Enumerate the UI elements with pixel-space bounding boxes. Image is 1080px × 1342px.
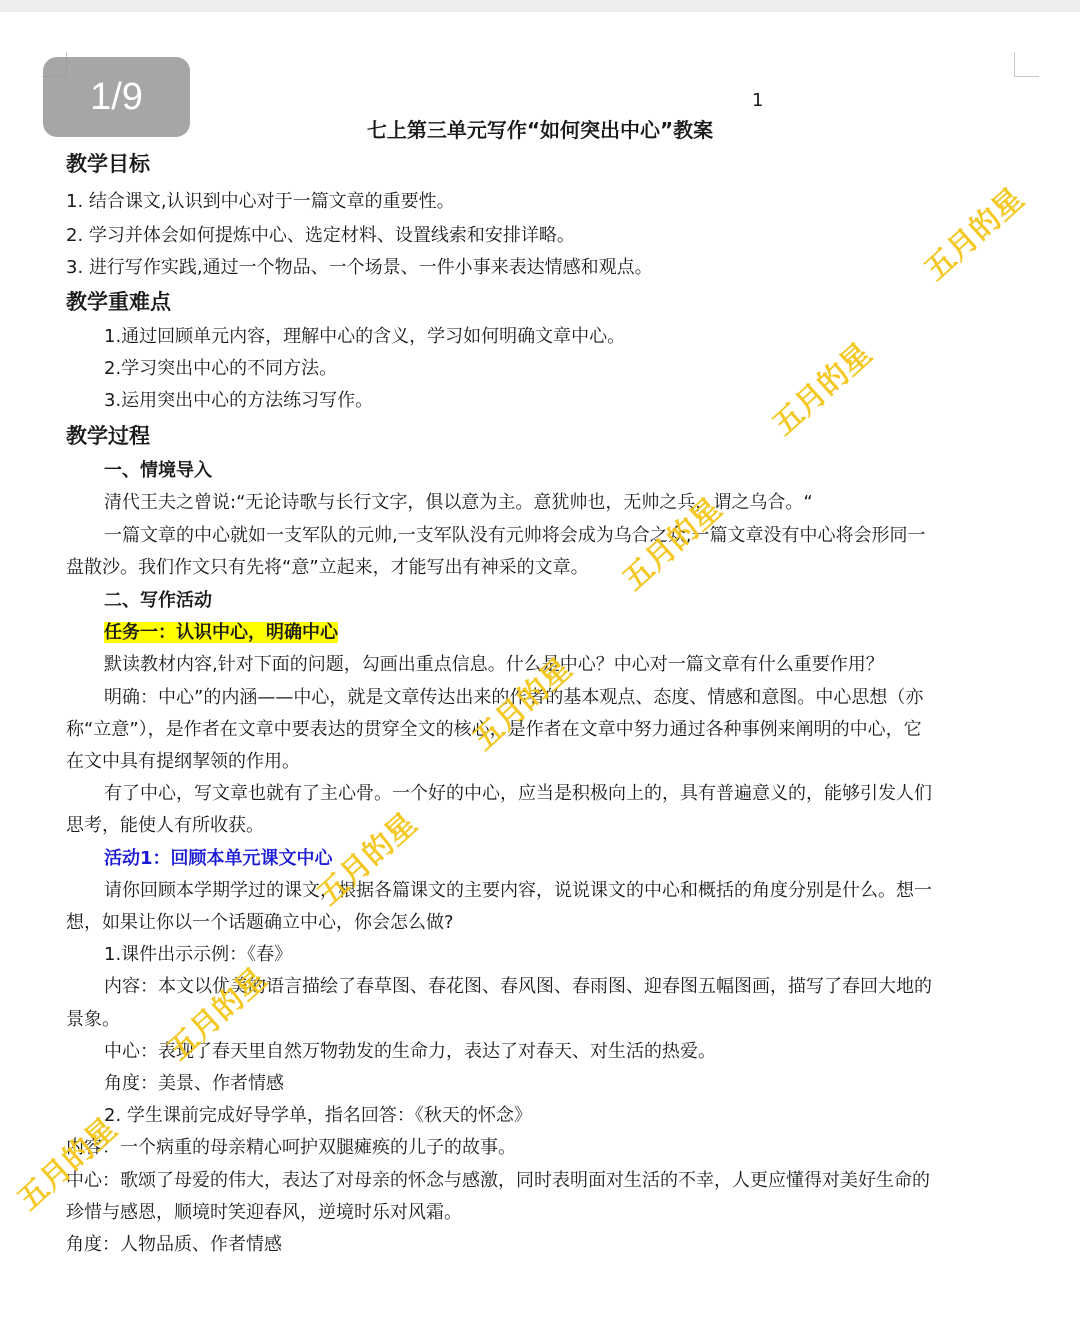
paragraph-line: 明确：中心”的内涵——中心，就是文章传达出来的作者的基本观点、态度、情感和意图。中心思想（亦: [104, 687, 924, 708]
watermark: 五月的星: [11, 1111, 124, 1218]
example-title: 1.课件出示示例：《春》: [104, 944, 293, 965]
paragraph-line: 清代王夫之曾说:“无论诗歌与长行文字，俱以意为主。意犹帅也，无帅之兵，谓之乌合。“: [104, 492, 813, 513]
goal-item: 1. 结合课文,认识到中心对于一篇文章的重要性。: [66, 191, 455, 212]
paragraph-line: 想，如果让你以一个话题确立中心，你会怎么做?: [66, 912, 454, 933]
paragraph-line: 珍惜与感恩，顺境时笑迎春风，逆境时乐对风霜。: [66, 1202, 462, 1223]
page-indicator-badge[interactable]: 1/9: [43, 57, 190, 137]
paragraph-line: 思考，能使人有所收获。: [66, 815, 264, 836]
paragraph-line: 角度：美景、作者情感: [104, 1073, 284, 1094]
page-number: 1: [752, 90, 764, 111]
watermark: 五月的星: [918, 181, 1031, 288]
section-title: 二、写作活动: [104, 590, 212, 611]
section-title: 一、情境导入: [104, 460, 212, 481]
example-title: 2. 学生课前完成好导学单，指名回答：《秋天的怀念》: [104, 1105, 532, 1126]
document-title: 七上第三单元写作“如何突出中心”教案: [366, 118, 714, 142]
paragraph-line: 中心：歌颂了母爱的伟大，表达了对母亲的怀念与感激，同时表明面对生活的不幸，人更应懂得对美好生命的: [66, 1170, 930, 1191]
watermark: 五月的星: [311, 806, 424, 913]
paragraph-line: 请你回顾本学期学过的课文，根据各篇课文的主要内容，说说课文的中心和概括的角度分别是什么。想一: [104, 880, 932, 901]
goal-item: 3. 进行写作实践,通过一个物品、一个场景、一件小事来表达情感和观点。: [66, 257, 653, 278]
heading-goals: 教学目标: [66, 152, 150, 176]
watermark: 五月的星: [161, 961, 274, 1068]
watermark: 五月的星: [766, 336, 879, 443]
paragraph-line: 景象。: [66, 1009, 120, 1030]
activity-heading: 活动1：回顾本单元课文中心: [104, 848, 333, 869]
viewer-top-bar: [0, 0, 1080, 12]
paragraph-line: 一篇文章的中心就如一支军队的元帅,一支军队没有元帅将会成为乌合之众,一篇文章没有中心将会形同一: [104, 525, 926, 546]
paragraph-line: 称“立意”），是作者在文章中要表达的贯穿全文的核心，是作者在文章中努力通过各种事例来阐明的中心，它: [66, 719, 922, 740]
task-heading-highlight: 任务一：认识中心，明确中心: [104, 622, 338, 643]
paragraph-line: 内容：一个病重的母亲精心呵护双腿瘫痪的儿子的故事。: [66, 1137, 516, 1158]
goal-item: 2. 学习并体会如何提炼中心、选定材料、设置线索和安排详略。: [66, 225, 575, 246]
paragraph-line: 中心：表现了春天里自然万物勃发的生命力，表达了对春天、对生活的热爱。: [104, 1041, 716, 1062]
heading-key-points: 教学重难点: [66, 290, 171, 314]
paragraph-line: 盘散沙。我们作文只有先将“意”立起来，才能写出有神采的文章。: [66, 557, 589, 578]
watermark: 五月的星: [616, 491, 729, 598]
page-corner-mark-right: [1014, 52, 1039, 77]
key-point-item: 2.学习突出中心的不同方法。: [104, 358, 338, 379]
paragraph-line: 默读教材内容,针对下面的问题，勾画出重点信息。什么是中心？中心对一篇文章有什么重要作用？: [104, 654, 884, 675]
paragraph-line: 内容：本文以优美的语言描绘了春草图、春花图、春风图、春雨图、迎春图五幅图画，描写了春回大地的: [104, 976, 932, 997]
key-point-item: 1.通过回顾单元内容，理解中心的含义，学习如何明确文章中心。: [104, 326, 626, 347]
paragraph-line: 在文中具有提纲挈领的作用。: [66, 751, 300, 772]
watermark: 五月的星: [466, 651, 579, 758]
key-point-item: 3.运用突出中心的方法练习写作。: [104, 390, 374, 411]
heading-process: 教学过程: [66, 424, 150, 448]
paragraph-line: 角度：人物品质、作者情感: [66, 1234, 282, 1255]
paragraph-line: 有了中心，写文章也就有了主心骨。一个好的中心，应当是积极向上的，具有普遍意义的，能够引发人们: [104, 783, 932, 804]
